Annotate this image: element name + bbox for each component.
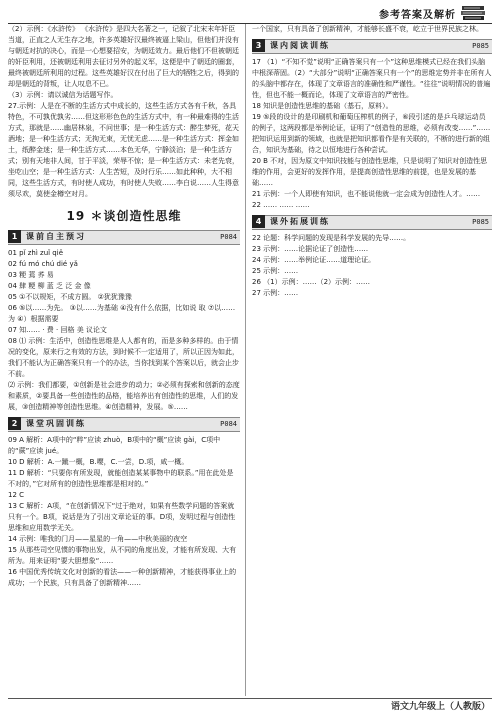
answer-item: 04 肆 粳 柳 蓝 乏 泛 金 像	[8, 282, 91, 290]
section-page-ref: P085	[472, 218, 489, 226]
answer-item: 18 知识是创造性思维的基础（基石，原料）。	[252, 102, 393, 110]
answer-item: 25 示例：……	[252, 267, 299, 275]
section-header-preview	[8, 230, 240, 245]
answer-item: 11 D 解析：“只要你有所发现，就能创造某某事物中的联系。”用在此处是不对的，”它对所有的创造性思维都是相对的。”	[8, 469, 234, 488]
answer-item: 05 ①不以规矩，不成方圆。 ②犹犹豫豫	[8, 293, 132, 301]
answer-item: 01 pǐ zhì zuǐ qiě	[8, 249, 64, 257]
footer-rule	[8, 698, 492, 699]
answer-item: 02 fú mó chú dié yǎ	[8, 260, 78, 268]
right-column	[252, 24, 492, 696]
answer-paragraph: 一个国家，只有具备了创新精神，才能够长盛不衰，屹立于世界民族之林。	[252, 25, 483, 33]
answer-item: 15 从那些司空见惯的事物出发，从不同的角度出发，才能有所发现、大有所为。用来证明“要大胆想象“……	[8, 546, 237, 565]
answer-item: 07 知…… · 费 · 回格 美 议论文	[8, 326, 107, 334]
answer-item: 14 示例：唯我的门月——星星的一角——中秋美丽的夜空	[8, 535, 188, 543]
answer-item: 08 ⑴ 示例：生活中，创造性思维是人人都有的，而是多种多样的。由于情况的变化，原来行之有效的方法，到时候不一定适用了，所以正因为如此，我们不能认为正确答案只有一个的办法，当你找到某个答案以后，就会止步不前。	[8, 337, 239, 378]
answer-item: ⑵ 示例：我们都要，①创新是社会进步的动力；②必须有探索和创新的态度和素质，②要具备一些创造性的品格，能培养出有创造性的思维，人们的发展，③创造精神等创造性思维。④创造精神，发展。⑤……	[8, 381, 240, 411]
answer-paragraph: （3）示例：请以诚信为话题写作。	[8, 91, 118, 99]
section-label: 课堂巩固训练	[26, 419, 86, 428]
answer-paragraph: 27.示例：人是在不断的生活方式中成长的，这些生活方式各有千秋，各具特色，不可孰优孰劣……但这形形色色的生活方式中，有一种最难得的生活方式，那就是……幽居林泉，不问世事；是一种生活方式：醉生梦死，花天酒地；是一种生活方式；无拘无束，无忧无虑……是一种生活方式：挥金如土，纸醉金迷；是一种生活方式……本色无华，宁静淡泊；是一种生活方式；别有天地非人间，甘于平淡，荣辱不惊；是一种生活方式：未老先衰，坐吃山空；是一种生活方式：人生苦短，及时行乐……如此种种，大不相同，这些生活方式，有时使人成功，有时使人失败……李白说……人生得意须尽欢，莫使金樽空对月。	[8, 102, 239, 198]
section-number: 1	[8, 230, 21, 243]
section-header-extension	[252, 215, 492, 230]
answer-item: 10 D 解析：A.一蹴一概，B.嘤，C.一尝，D.项，咸一概。	[8, 458, 189, 466]
answer-item: 19 ⑤段的设计的是印刷机和葡萄压榨机的例子，⑥段引述的是乒乓球运动员的例子，这两段都是举例论证，证明了“创造性的思维，必须有改变……”……把知识运用到新的领域，也就是把知识都看作是有关联的，不断的进行新的组合，知识为基础，待之以恒地进行各种尝试。	[252, 113, 491, 154]
section-label: 课内阅读训练	[270, 41, 330, 50]
section-number: 4	[252, 215, 265, 228]
section-header-reading	[252, 39, 492, 54]
answer-paragraph: （2）示例：《水浒传》 《水浒传》是四大名著之一，记叙了北宋末年奸臣当道，正直之人无生存之地，许多英雄好汉最终被逼上梁山，但他们并没有与朝廷对抗的决心，而是一心想要招安，为朝廷效力。最后他们不但被朝廷的奸臣利用，还被朝廷利用去征讨另外的起义军，这便是中了朝廷的圈套，最终被朝廷所利用的过程。这些英雄好汉在付出了巨大的牺牲之后，得到的却是朝廷的背叛，让人叹息不已。	[8, 25, 239, 88]
section-label: 课前自主预习	[26, 232, 86, 241]
answer-item: 03 粳 蔫 荞 易	[8, 271, 54, 279]
answer-item: 16 中国优秀传统文化对创新的看法——一种创新精神，才能获得事业上的成功；一个民族，只有具备了创新精神……	[8, 568, 237, 587]
lesson-name: ＊谈创造性思维	[90, 209, 182, 223]
section-page-ref: P084	[220, 233, 237, 241]
book-stack-icon	[460, 4, 486, 22]
section-page-ref: P085	[472, 42, 489, 50]
left-column	[8, 24, 240, 696]
section-number: 3	[252, 39, 265, 52]
answer-item: 22 …… …… ……	[252, 201, 310, 209]
answer-item: 12 C	[8, 491, 25, 499]
column-divider	[245, 24, 246, 696]
answer-item: 23 示例：……论据论证了创造性……	[252, 245, 369, 253]
answer-item: 21 示例：一个人即使有知识，也不能说他就一定会成为创造性人才。……	[252, 190, 481, 198]
answer-item: 06 ⑤以……为先。 ③以……为基础 ④没有什么依据，比如说 取 ⑦以……为 ④）根据需要	[8, 304, 236, 323]
answer-item: 17 （1）“不知不觉”说明“正确答案只有一个”这种思维模式已经在我们头脑中根深蒂固。（2）“大部分”说明“正确答案只有一个”的思维定势并非在所有人的头脑中都存在，体现了文章语言的准确性和严谨性。“往往”说明情况的普遍性，但也不能一概而论，体现了文章语言的严密性。	[252, 58, 492, 99]
answer-item: 27 示例：……	[252, 289, 299, 297]
page-footer: 语文九年级上（人教版）	[390, 702, 490, 712]
answer-item: 22 论题：科学问题的发现是科学发展的先导……。	[252, 234, 411, 242]
lesson-number: 19	[66, 209, 86, 223]
answer-item: 20 B 不对，因为原文中知识技能与创造性思维，只是说明了知识对创造性思维的作用，会更好的发挥作用，是提高创造性思维的前提，也是发展的基础……	[252, 157, 488, 187]
section-number: 2	[8, 417, 21, 430]
answer-item: 09 A 解析：A项中的“粹”应读 zhuò，B项中的“概”应读 gài，C项中的“蕨”应读 jué。	[8, 436, 221, 455]
header-title: 参考答案及解析	[379, 10, 456, 21]
answer-item: 24 示例：……举例论证……道理论证。	[252, 256, 376, 264]
lesson-title	[8, 206, 240, 226]
section-header-classwork	[8, 417, 240, 432]
section-page-ref: P084	[220, 420, 237, 428]
answer-item: 13 C 解析：A项，“在创新情况下“过于绝对，如果有些数学问题的答案就只有一个。B项，说话是为了引出文章论证的事。D项，发明过程与创造性思维和应用数学无关。	[8, 502, 236, 532]
page-header	[0, 4, 500, 22]
section-label: 课外拓展训练	[270, 217, 330, 226]
answer-item: 26 （1）示例：……（2）示例：……	[252, 278, 371, 286]
